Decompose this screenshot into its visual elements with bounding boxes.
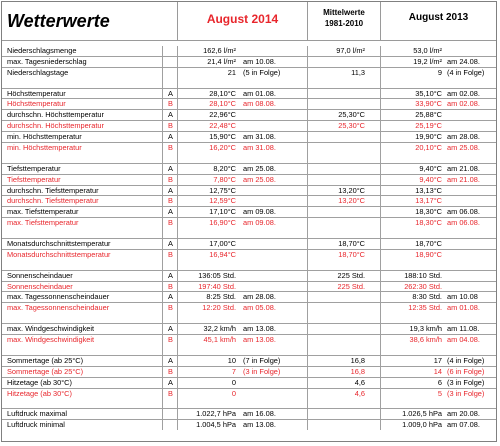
cell-mit: 225 Std. <box>307 271 380 281</box>
cell-ab <box>162 68 177 78</box>
cell-d14: am 01.08. <box>243 88 276 98</box>
spacer-row <box>2 313 496 323</box>
spacer-cell <box>307 313 380 323</box>
header-august-2013-label: August 2013 <box>408 12 469 23</box>
table-body <box>2 46 496 430</box>
cell-v13: 20,10°C <box>380 143 444 153</box>
spacer-cell <box>177 228 239 238</box>
table-row <box>2 281 496 292</box>
cell-d13: am 20.08. <box>447 409 480 419</box>
cell-label: Sonnenscheindauer <box>7 270 73 280</box>
cell-d14: am 31.08. <box>243 143 276 153</box>
cell-v14: 0 <box>177 378 239 388</box>
cell-ab: B <box>162 250 177 260</box>
header-august-2014 <box>177 2 307 40</box>
cell-mit: 18,70°C <box>307 250 380 260</box>
table-row <box>2 163 496 174</box>
cell-v13: 9 <box>380 68 444 78</box>
cell-label: durchschn. Höchsttemperatur <box>7 121 104 131</box>
cell-d13 <box>444 46 496 56</box>
spacer-cell <box>162 228 177 238</box>
cell-v13: 17 <box>380 356 444 366</box>
cell-mit <box>307 143 380 153</box>
cell-v14: 8,20°C <box>177 164 239 174</box>
table-row <box>2 355 496 366</box>
cell-label: max. Windgeschwindigkeit <box>7 324 95 334</box>
page-title: Wetterwerte <box>7 11 110 31</box>
cell-d14: am 13.08. <box>243 324 276 334</box>
table-row <box>2 302 496 313</box>
cell-v13: 25,88°C <box>380 110 444 120</box>
cell-mit: 18,70°C <box>307 239 380 249</box>
table-row <box>2 377 496 388</box>
cell-d13: (6 in Folge) <box>447 366 485 376</box>
cell-d14 <box>239 378 307 388</box>
cell-d14 <box>239 186 307 196</box>
cell-mit: 16,8 <box>307 356 380 366</box>
cell-d13 <box>444 121 496 131</box>
cell-label: max. Tagessonnenscheindauer <box>7 303 110 313</box>
table-header <box>2 2 496 41</box>
spacer-cell <box>307 153 380 163</box>
table-row <box>2 98 496 109</box>
cell-d14: (3 in Folge) <box>243 366 281 376</box>
cell-v13: 18,70°C <box>380 239 444 249</box>
spacer-cell <box>162 260 177 270</box>
cell-d13: am 21.08. <box>447 163 480 173</box>
cell-v14: 17,00°C <box>177 239 239 249</box>
spacer-cell <box>162 78 177 88</box>
cell-label: Niederschlagstage <box>7 67 69 77</box>
header-august-2014-label: August 2014 <box>206 12 279 26</box>
cell-label: min. Höchsttemperatur <box>7 143 82 153</box>
spacer-row <box>2 345 496 355</box>
cell-mit <box>307 218 380 228</box>
table-row <box>2 408 496 419</box>
cell-d13 <box>444 186 496 196</box>
table-row <box>2 56 496 67</box>
table-row <box>2 291 496 302</box>
table-row <box>2 67 496 78</box>
cell-mit <box>307 175 380 185</box>
spacer-cell <box>177 398 239 408</box>
cell-v14: 28,10°C <box>177 99 239 109</box>
cell-d13: (3 in Folge) <box>447 388 485 398</box>
cell-label: max. Tiefsttemperatur <box>7 218 79 228</box>
cell-d14 <box>239 46 307 56</box>
cell-v14: 22,48°C <box>177 121 239 131</box>
spacer-cell <box>162 398 177 408</box>
cell-v14: 45,1 km/h <box>177 335 239 345</box>
table-row <box>2 206 496 217</box>
cell-d13 <box>444 282 496 292</box>
cell-mit <box>307 89 380 99</box>
cell-d13 <box>444 196 496 206</box>
cell-d14: am 08.08. <box>243 99 276 109</box>
cell-d14 <box>239 196 307 206</box>
cell-label: Monatsdurchschnittstemperatur <box>7 249 111 259</box>
cell-d13: am 04.08. <box>447 335 480 345</box>
cell-v14: 197:40 Std. <box>177 282 239 292</box>
cell-ab: B <box>162 121 177 131</box>
cell-ab <box>162 46 177 56</box>
spacer-cell <box>177 345 239 355</box>
cell-mit <box>307 207 380 217</box>
cell-mit <box>307 335 380 345</box>
cell-v13: 18,30°C <box>380 218 444 228</box>
cell-v13: 6 <box>380 378 444 388</box>
cell-d13 <box>444 271 496 281</box>
cell-v13: 14 <box>380 367 444 377</box>
cell-ab <box>162 409 177 419</box>
spacer-cell <box>162 153 177 163</box>
table-row <box>2 419 496 430</box>
cell-label: Monatsdurchschnittstemperatur <box>7 239 111 249</box>
cell-v14: 16,94°C <box>177 250 239 260</box>
cell-v14: 162,6 l/m² <box>177 46 239 56</box>
cell-mit <box>307 132 380 142</box>
cell-v14: 15,90°C <box>177 132 239 142</box>
table-row <box>2 323 496 334</box>
cell-d13: am 06.08. <box>447 218 480 228</box>
weather-table <box>1 1 497 442</box>
cell-ab: A <box>162 356 177 366</box>
cell-d14 <box>239 239 307 249</box>
cell-label: Luftdruck minimal <box>7 420 65 430</box>
cell-d13: am 11.08. <box>447 324 480 334</box>
cell-d13: am 25.08. <box>447 143 480 153</box>
spacer-cell <box>380 260 444 270</box>
cell-v13: 9,40°C <box>380 175 444 185</box>
cell-d14: am 09.08. <box>243 207 276 217</box>
cell-label: Sommertage (ab 25°C) <box>7 366 84 376</box>
cell-v14: 7 <box>177 367 239 377</box>
cell-ab: B <box>162 303 177 313</box>
cell-d13: am 21.08. <box>447 174 480 184</box>
cell-v14: 32,2 km/h <box>177 324 239 334</box>
cell-d14: (7 in Folge) <box>243 355 281 365</box>
cell-mit: 4,6 <box>307 378 380 388</box>
cell-mit <box>307 303 380 313</box>
table-row <box>2 366 496 377</box>
cell-v14: 22,96°C <box>177 110 239 120</box>
cell-v14: 21 <box>177 68 239 78</box>
cell-ab: A <box>162 207 177 217</box>
cell-ab: A <box>162 378 177 388</box>
spacer-cell <box>380 398 444 408</box>
cell-label: min. Höchsttemperatur <box>7 132 82 142</box>
cell-ab: B <box>162 196 177 206</box>
cell-ab: A <box>162 292 177 302</box>
cell-v14: 1.022,7 hPa <box>177 409 239 419</box>
cell-label: Höchsttemperatur <box>7 99 66 109</box>
spacer-cell <box>307 78 380 88</box>
cell-label: Höchsttemperatur <box>7 88 66 98</box>
spacer-cell <box>380 153 444 163</box>
cell-label: max. Tagesniederschlag <box>7 56 87 66</box>
cell-label: max. Tagessonnenscheindauer <box>7 292 110 302</box>
table-row <box>2 195 496 206</box>
cell-v14: 28,10°C <box>177 89 239 99</box>
cell-ab: A <box>162 186 177 196</box>
cell-mit <box>307 409 380 419</box>
cell-d14: am 16.08. <box>243 409 276 419</box>
spacer-cell <box>162 313 177 323</box>
cell-d13: (4 in Folge) <box>447 67 485 77</box>
cell-ab: A <box>162 239 177 249</box>
cell-ab: B <box>162 143 177 153</box>
cell-v14: 12:20 Std. <box>177 303 239 313</box>
table-row <box>2 142 496 153</box>
cell-v13: 188:10 Std. <box>380 271 444 281</box>
spacer-cell <box>177 153 239 163</box>
cell-mit <box>307 57 380 67</box>
spacer-cell <box>307 260 380 270</box>
table-row <box>2 131 496 142</box>
cell-ab: B <box>162 389 177 399</box>
cell-d14: am 25.08. <box>243 174 276 184</box>
spacer-cell <box>380 345 444 355</box>
spacer-row <box>2 78 496 88</box>
cell-ab: B <box>162 282 177 292</box>
cell-mit: 11,3 <box>307 68 380 78</box>
cell-v14: 7,80°C <box>177 175 239 185</box>
table-row <box>2 217 496 228</box>
table-row <box>2 249 496 260</box>
cell-d14: am 10.08. <box>243 56 276 66</box>
cell-v13: 33,90°C <box>380 99 444 109</box>
cell-label: Hitzetage (ab 30°C) <box>7 388 72 398</box>
cell-ab <box>162 57 177 67</box>
cell-d14: am 28.08. <box>243 292 276 302</box>
cell-d13: am 28.08. <box>447 132 480 142</box>
spacer-cell <box>162 345 177 355</box>
cell-v14: 16,90°C <box>177 218 239 228</box>
cell-ab: A <box>162 89 177 99</box>
cell-d13: am 07.08. <box>447 420 480 430</box>
cell-ab: B <box>162 335 177 345</box>
cell-d13: am 01.08. <box>447 303 480 313</box>
spacer-row <box>2 228 496 238</box>
spacer-cell <box>177 260 239 270</box>
cell-d14: am 05.08. <box>243 303 276 313</box>
cell-v13: 5 <box>380 389 444 399</box>
header-mittelwerte <box>307 2 380 40</box>
cell-mit <box>307 324 380 334</box>
cell-mit <box>307 420 380 430</box>
cell-d14 <box>239 389 307 399</box>
cell-mit: 13,20°C <box>307 186 380 196</box>
spacer-cell <box>307 228 380 238</box>
cell-d14: am 31.08. <box>243 132 276 142</box>
header-mittelwerte-period: 1981-2010 <box>324 19 364 28</box>
table-row <box>2 270 496 281</box>
cell-label: durchschn. Höchsttemperatur <box>7 110 104 120</box>
cell-mit <box>307 164 380 174</box>
cell-mit <box>307 99 380 109</box>
table-row <box>2 334 496 345</box>
spacer-cell <box>380 78 444 88</box>
cell-v14: 16,20°C <box>177 143 239 153</box>
cell-mit: 4,6 <box>307 389 380 399</box>
cell-d13: am 24.08. <box>447 56 480 66</box>
cell-v13: 18,30°C <box>380 207 444 217</box>
cell-d13 <box>444 110 496 120</box>
cell-v13: 9,40°C <box>380 164 444 174</box>
cell-label: Niederschlagsmenge <box>7 46 77 55</box>
cell-v13: 13,17°C <box>380 196 444 206</box>
cell-v13: 38,6 km/h <box>380 335 444 345</box>
cell-ab: B <box>162 218 177 228</box>
cell-d14 <box>239 250 307 260</box>
spacer-row <box>2 260 496 270</box>
table-row <box>2 185 496 196</box>
cell-v13: 19,90°C <box>380 132 444 142</box>
header-mittelwerte-label: Mittelwerte <box>323 8 365 17</box>
cell-d13: (4 in Folge) <box>447 355 485 365</box>
cell-v14: 8:25 Std. <box>177 292 239 302</box>
cell-d14 <box>239 121 307 131</box>
cell-label: durchschn. Tiefsttemperatur <box>7 196 99 206</box>
cell-label: Hitzetage (ab 30°C) <box>7 377 72 387</box>
cell-d13: am 10.08 <box>447 292 478 302</box>
cell-d14: am 13.08. <box>243 335 276 345</box>
cell-label: Tiefsttemperatur <box>7 174 61 184</box>
cell-d13: am 02.08. <box>447 99 480 109</box>
cell-ab: B <box>162 175 177 185</box>
spacer-cell <box>380 228 444 238</box>
cell-v13: 19,3 km/h <box>380 324 444 334</box>
cell-d14: (5 in Folge) <box>243 67 281 77</box>
table-row <box>2 238 496 249</box>
cell-d13: am 06.08. <box>447 207 480 217</box>
cell-label: Sonnenscheindauer <box>7 281 73 291</box>
table-row <box>2 88 496 99</box>
cell-d14: am 13.08. <box>243 420 276 430</box>
cell-label: Tiefsttemperatur <box>7 163 61 173</box>
cell-ab <box>162 420 177 430</box>
cell-v14: 10 <box>177 356 239 366</box>
cell-mit: 16,8 <box>307 367 380 377</box>
cell-d13: (3 in Folge) <box>447 377 485 387</box>
spacer-cell <box>177 313 239 323</box>
cell-ab: A <box>162 132 177 142</box>
cell-v14: 1.004,5 hPa <box>177 420 239 430</box>
cell-d14 <box>239 271 307 281</box>
cell-v14: 17,10°C <box>177 207 239 217</box>
cell-d14: am 09.08. <box>243 218 276 228</box>
cell-v13: 13,13°C <box>380 186 444 196</box>
cell-d13 <box>444 239 496 249</box>
cell-v13: 12:35 Std. <box>380 303 444 313</box>
cell-mit: 25,30°C <box>307 110 380 120</box>
cell-ab: A <box>162 164 177 174</box>
header-august-2013 <box>380 2 496 40</box>
cell-v14: 12,75°C <box>177 186 239 196</box>
table-row <box>2 46 496 56</box>
cell-ab: B <box>162 99 177 109</box>
cell-ab: A <box>162 324 177 334</box>
table-row <box>2 109 496 120</box>
cell-label: Sommertage (ab 25°C) <box>7 355 84 365</box>
cell-v14: 136:05 Std. <box>177 271 239 281</box>
cell-d13 <box>444 250 496 260</box>
cell-v13: 25,19°C <box>380 121 444 131</box>
cell-label: Luftdruck maximal <box>7 409 67 419</box>
cell-v13: 1.009,0 hPa <box>380 420 444 430</box>
title-cell <box>2 2 177 40</box>
spacer-row <box>2 153 496 163</box>
cell-d14 <box>239 110 307 120</box>
table-row <box>2 388 496 399</box>
spacer-cell <box>307 398 380 408</box>
cell-d13: am 02.08. <box>447 88 480 98</box>
cell-v13: 18,90°C <box>380 250 444 260</box>
cell-d14: am 25.08. <box>243 163 276 173</box>
cell-label: max. Tiefsttemperatur <box>7 207 79 217</box>
cell-v13: 1.026,5 hPa <box>380 409 444 419</box>
cell-v13: 262:30 Std. <box>380 282 444 292</box>
spacer-cell <box>177 78 239 88</box>
cell-v14: 21,4 l/m² <box>177 57 239 67</box>
cell-label: durchschn. Tiefsttemperatur <box>7 185 99 195</box>
cell-v14: 12,59°C <box>177 196 239 206</box>
spacer-cell <box>307 345 380 355</box>
cell-v13: 19,2 l/m² <box>380 57 444 67</box>
spacer-cell <box>380 313 444 323</box>
cell-ab: A <box>162 110 177 120</box>
cell-mit: 97,0 l/m² <box>307 46 380 56</box>
cell-mit: 25,30°C <box>307 121 380 131</box>
table-row <box>2 120 496 131</box>
cell-label: max. Windgeschwindigkeit <box>7 335 95 345</box>
cell-mit: 13,20°C <box>307 196 380 206</box>
cell-v14: 0 <box>177 389 239 399</box>
cell-ab: A <box>162 271 177 281</box>
cell-ab: B <box>162 367 177 377</box>
cell-v13: 53,0 l/m² <box>380 46 444 56</box>
table-row <box>2 174 496 185</box>
cell-v13: 35,10°C <box>380 89 444 99</box>
cell-d14 <box>239 282 307 292</box>
cell-mit: 225 Std. <box>307 282 380 292</box>
spacer-row <box>2 398 496 408</box>
cell-mit <box>307 292 380 302</box>
cell-v13: 8:30 Std. <box>380 292 444 302</box>
